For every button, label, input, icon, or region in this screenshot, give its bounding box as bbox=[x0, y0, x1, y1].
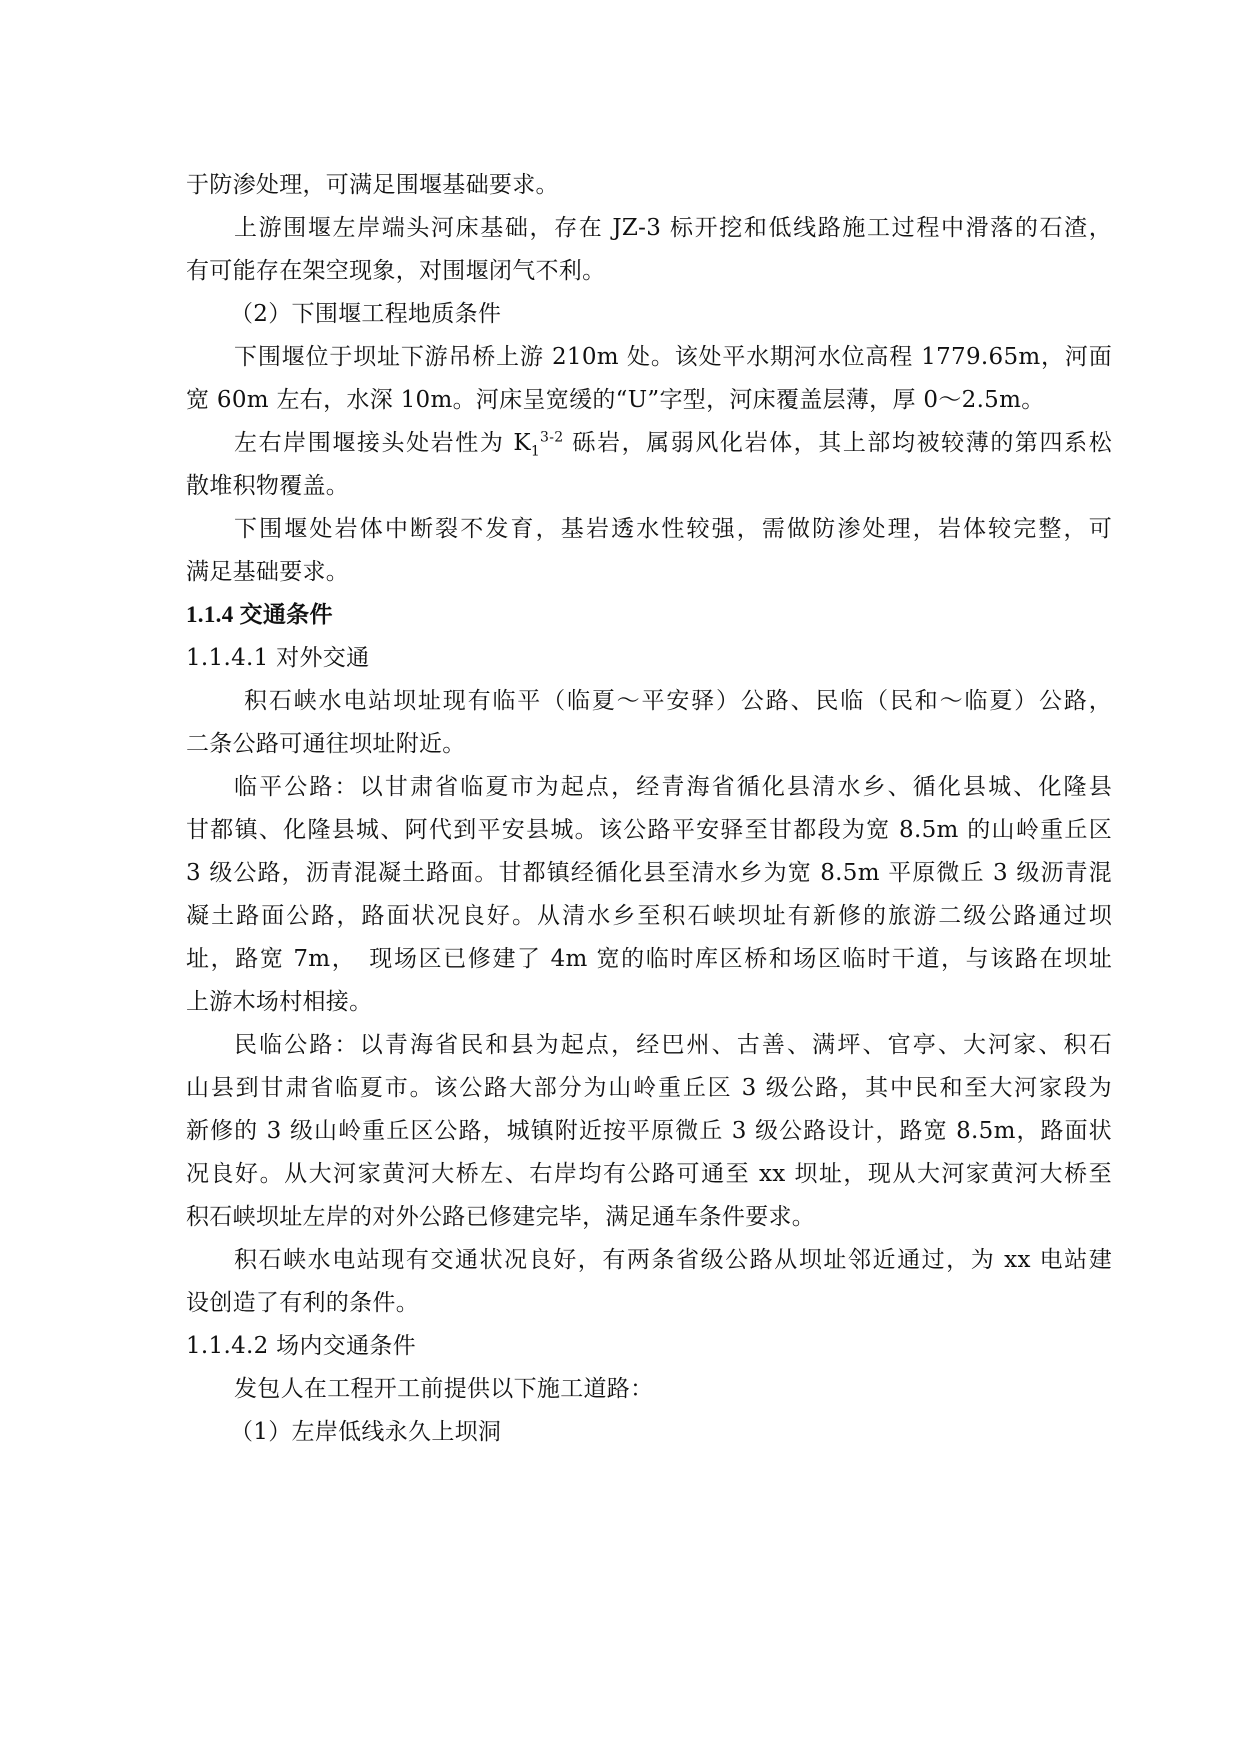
paragraph-line: 积石峡水电站现有交通状况良好，有两条省级公路从坝址邻近通过，为 xx 电站建 bbox=[234, 1247, 1112, 1273]
paragraph-line-with-formula bbox=[186, 428, 1112, 458]
paragraph-line: 积石峡坝址左岸的对外公路已修建完毕，满足通车条件要求。 bbox=[186, 1204, 816, 1230]
paragraph-line: 甘都镇、化隆县城、阿代到平安县城。该公路平安驿至甘都段为宽 8.5m 的山岭重丘区 bbox=[186, 817, 1112, 843]
paragraph-line: 3 级公路，沥青混凝土路面。甘都镇经循化县至清水乡为宽 8.5m 平原微丘 3 级沥青混 bbox=[186, 860, 1112, 886]
paragraph-line: 于防渗处理，可满足围堰基础要求。 bbox=[186, 172, 559, 198]
paragraph-line: 满足基础要求。 bbox=[186, 559, 350, 585]
subsection-heading: 1.1.4.2 场内交通条件 bbox=[186, 1333, 416, 1359]
paragraph-line: 况良好。从大河家黄河大桥左、右岸均有公路可通至 xx 坝址，现从大河家黄河大桥至 bbox=[186, 1161, 1112, 1187]
paragraph-line: 下围堰位于坝址下游吊桥上游 210m 处。该处平水期河水位高程 1779.65m，河面 bbox=[234, 344, 1112, 370]
paragraph-line: 山县到甘肃省临夏市。该公路大部分为山岭重丘区 3 级公路，其中民和至大河家段为 bbox=[186, 1075, 1112, 1101]
paragraph-line: 发包人在工程开工前提供以下施工道路： bbox=[234, 1376, 654, 1402]
paragraph-line: 新修的 3 级山岭重丘区公路，城镇附近按平原微丘 3 级公路设计，路宽 8.5m，路面状 bbox=[186, 1118, 1112, 1144]
paragraph-line: 民临公路：以青海省民和县为起点，经巴州、古善、满坪、官亭、大河家、积石 bbox=[234, 1032, 1112, 1058]
paragraph-line: 上游木场村相接。 bbox=[186, 989, 373, 1015]
paragraph-line: 凝土路面公路，路面状况良好。从清水乡至积石峡坝址有新修的旅游二级公路通过坝 bbox=[186, 903, 1112, 929]
paragraph-line: 散堆积物覆盖。 bbox=[186, 473, 350, 499]
line-text-before: 左右岸围堰接头处岩性为 K bbox=[234, 430, 531, 456]
paragraph-line: 临平公路：以甘肃省临夏市为起点，经青海省循化县清水乡、循化县城、化隆县 bbox=[234, 774, 1112, 800]
paragraph-line: 下围堰处岩体中断裂不发育，基岩透水性较强，需做防渗处理，岩体较完整，可 bbox=[234, 516, 1112, 542]
paragraph-line: 二条公路可通往坝址附近。 bbox=[186, 731, 466, 757]
paragraph-line: 设创造了有利的条件。 bbox=[186, 1290, 419, 1316]
subsection-title: （2）下围堰工程地质条件 bbox=[230, 301, 502, 327]
list-item: （1）左岸低线永久上坝洞 bbox=[230, 1419, 502, 1445]
formula-subscript: 1 bbox=[530, 443, 541, 460]
paragraph-line: 址，路宽 7m， 现场区已修建了 4m 宽的临时库区桥和场区临时干道，与该路在坝址 bbox=[186, 946, 1112, 972]
paragraph-line: 上游围堰左岸端头河床基础，存在 JZ-3 标开挖和低线路施工过程中滑落的石渣， bbox=[234, 215, 1112, 241]
line-text-after: 砾岩，属弱风化岩体，其上部均被较薄的第四系松 bbox=[563, 430, 1112, 456]
paragraph-line: 有可能存在架空现象，对围堰闭气不利。 bbox=[186, 258, 606, 284]
section-heading: 1.1.4 交通条件 bbox=[186, 602, 333, 627]
paragraph-line: 积石峡水电站坝址现有临平（临夏～平安驿）公路、民临（民和～临夏）公路， bbox=[244, 688, 1112, 714]
formula-superscript: 3-2 bbox=[540, 429, 564, 446]
subsection-heading: 1.1.4.1 对外交通 bbox=[186, 645, 370, 671]
paragraph-line: 宽 60m 左右，水深 10m。河床呈宽缓的“U”字型，河床覆盖层薄，厚 0～2.5m。 bbox=[186, 387, 1045, 413]
